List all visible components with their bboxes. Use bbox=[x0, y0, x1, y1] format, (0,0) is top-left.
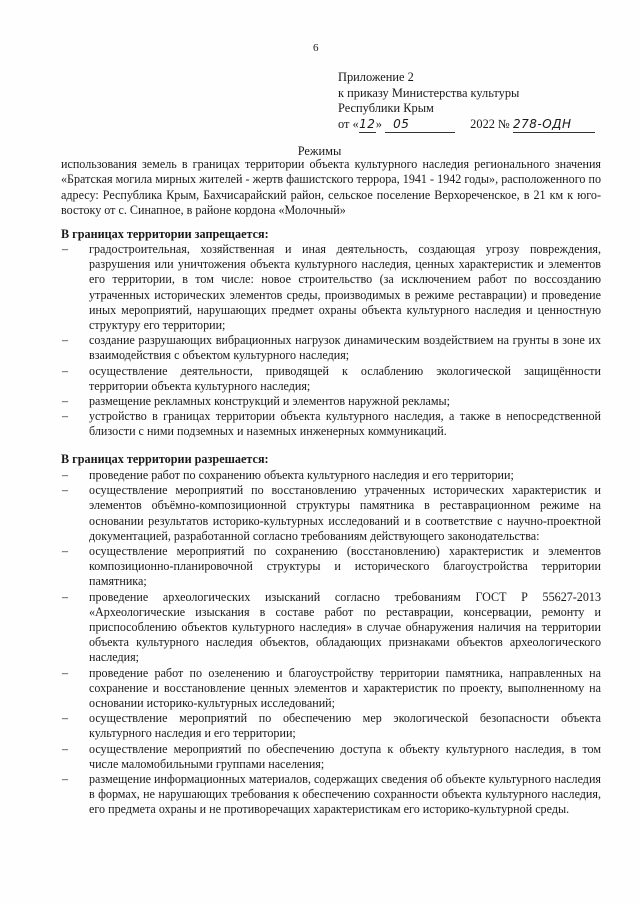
document-title: Режимы bbox=[297, 144, 342, 158]
list-item: – проведение работ по сохранению объекта культурного наследия и его территории; bbox=[61, 468, 601, 483]
appendix-date-line bbox=[338, 117, 595, 134]
handwritten-month: 05 bbox=[385, 117, 455, 134]
date-quote: » bbox=[375, 116, 382, 131]
list-item: – размещение рекламных конструкций и элементов наружной рекламы; bbox=[61, 394, 601, 409]
list-item: – осуществление мероприятий по восстановлению утраченных исторических характеристик и элементов объёмно-композиционной структуры памятника в реставрационном режиме на основании результатов историко-культурных исследований и в соответствие с научно-проектной документацией, разработанной согласно требованиям действующего законодательства: bbox=[61, 483, 601, 544]
list-item: – осуществление мероприятий по сохранению (восстановлению) характеристик и элементов композиционно-планировочной структуры и исторического благоустройства территории памятника; bbox=[61, 544, 601, 590]
appendix-order-ref: к приказу Министерства культуры bbox=[338, 85, 520, 100]
date-year-number: 2022 № bbox=[470, 116, 510, 131]
intro-paragraph: использования земель в границах территории объекта культурного наследия регионального значения «Братская могила мирных жителей - жертв фашистского террора, 1941 - 1942 годы», расположенного по адресу: Республика Крым, Бахчисарайский район, сельское поселение Верхореченское, в 21 км к юго-востоку от с. Синапное, в районе кордона «Молочный» bbox=[61, 157, 601, 217]
allowed-heading: В границах территории разрешается: bbox=[61, 452, 269, 466]
allowed-list bbox=[61, 468, 601, 818]
handwritten-order-number: 278-ОДН bbox=[513, 117, 595, 134]
handwritten-day: 12 bbox=[359, 117, 376, 134]
date-prefix: от « bbox=[338, 116, 359, 131]
appendix-header bbox=[338, 70, 595, 133]
list-item: – осуществление деятельности, приводящей к ослаблению экологической защищённости территории объекта культурного наследия; bbox=[61, 364, 601, 394]
appendix-republic: Республики Крым bbox=[338, 101, 434, 115]
list-item: – проведение археологических изысканий согласно требованиям ГОСТ Р 55627-2013 «Археологические изыскания в составе работ по реставрации, консервации, ремонту и приспособлению объектов культурного наследия» в случае обнаружения наличия на территории объекта культурного наследия объектов, обладающих признаками объектов археологического наследия; bbox=[61, 590, 601, 666]
appendix-title: Приложение 2 bbox=[338, 70, 414, 84]
page-number: 6 bbox=[313, 42, 319, 54]
prohibited-list bbox=[61, 242, 601, 440]
list-item: – устройство в границах территории объекта культурного наследия, а также в непосредственной близости с ними подземных и наземных инженерных коммуникаций. bbox=[61, 409, 601, 439]
list-item: – осуществление мероприятий по обеспечению доступа к объекту культурного наследия, в том числе маломобильными группами населения; bbox=[61, 742, 601, 772]
prohibited-heading: В границах территории запрещается: bbox=[61, 227, 269, 241]
list-item: – создание разрушающих вибрационных нагрузок динамическим воздействием на грунты в зоне их взаимодействия с объектом культурного наследия; bbox=[61, 333, 601, 363]
list-item: – проведение работ по озеленению и благоустройству территории памятника, направленных на сохранение и восстановление ценных элементов и характеристик по проекту, выполненному на основании историко-культурных исследований; bbox=[61, 666, 601, 712]
list-item: – градостроительная, хозяйственная и иная деятельность, создающая угрозу повреждения, разрушения или уничтожения объекта культурного наследия, ценных характеристик и элементов его территории, в том числе: новое строительство (за исключением работ по воссозданию утраченных исторических элементов среды, производимых в режиме реставрации) и проведение иных мероприятий, нарушающих предмет охраны объекта культурного наследия и ценностную структуру его территории; bbox=[61, 242, 601, 333]
list-item: – размещение информационных материалов, содержащих сведения об объекте культурного наследия в формах, не нарушающих требования к обеспечению сохранности объекта культурного наследия, его предмета охраны и не противоречащих характеристикам его историко-культурной среды. bbox=[61, 772, 601, 818]
list-item: – осуществление мероприятий по обеспечению мер экологической безопасности объекта культурного наследия и его территории; bbox=[61, 711, 601, 741]
